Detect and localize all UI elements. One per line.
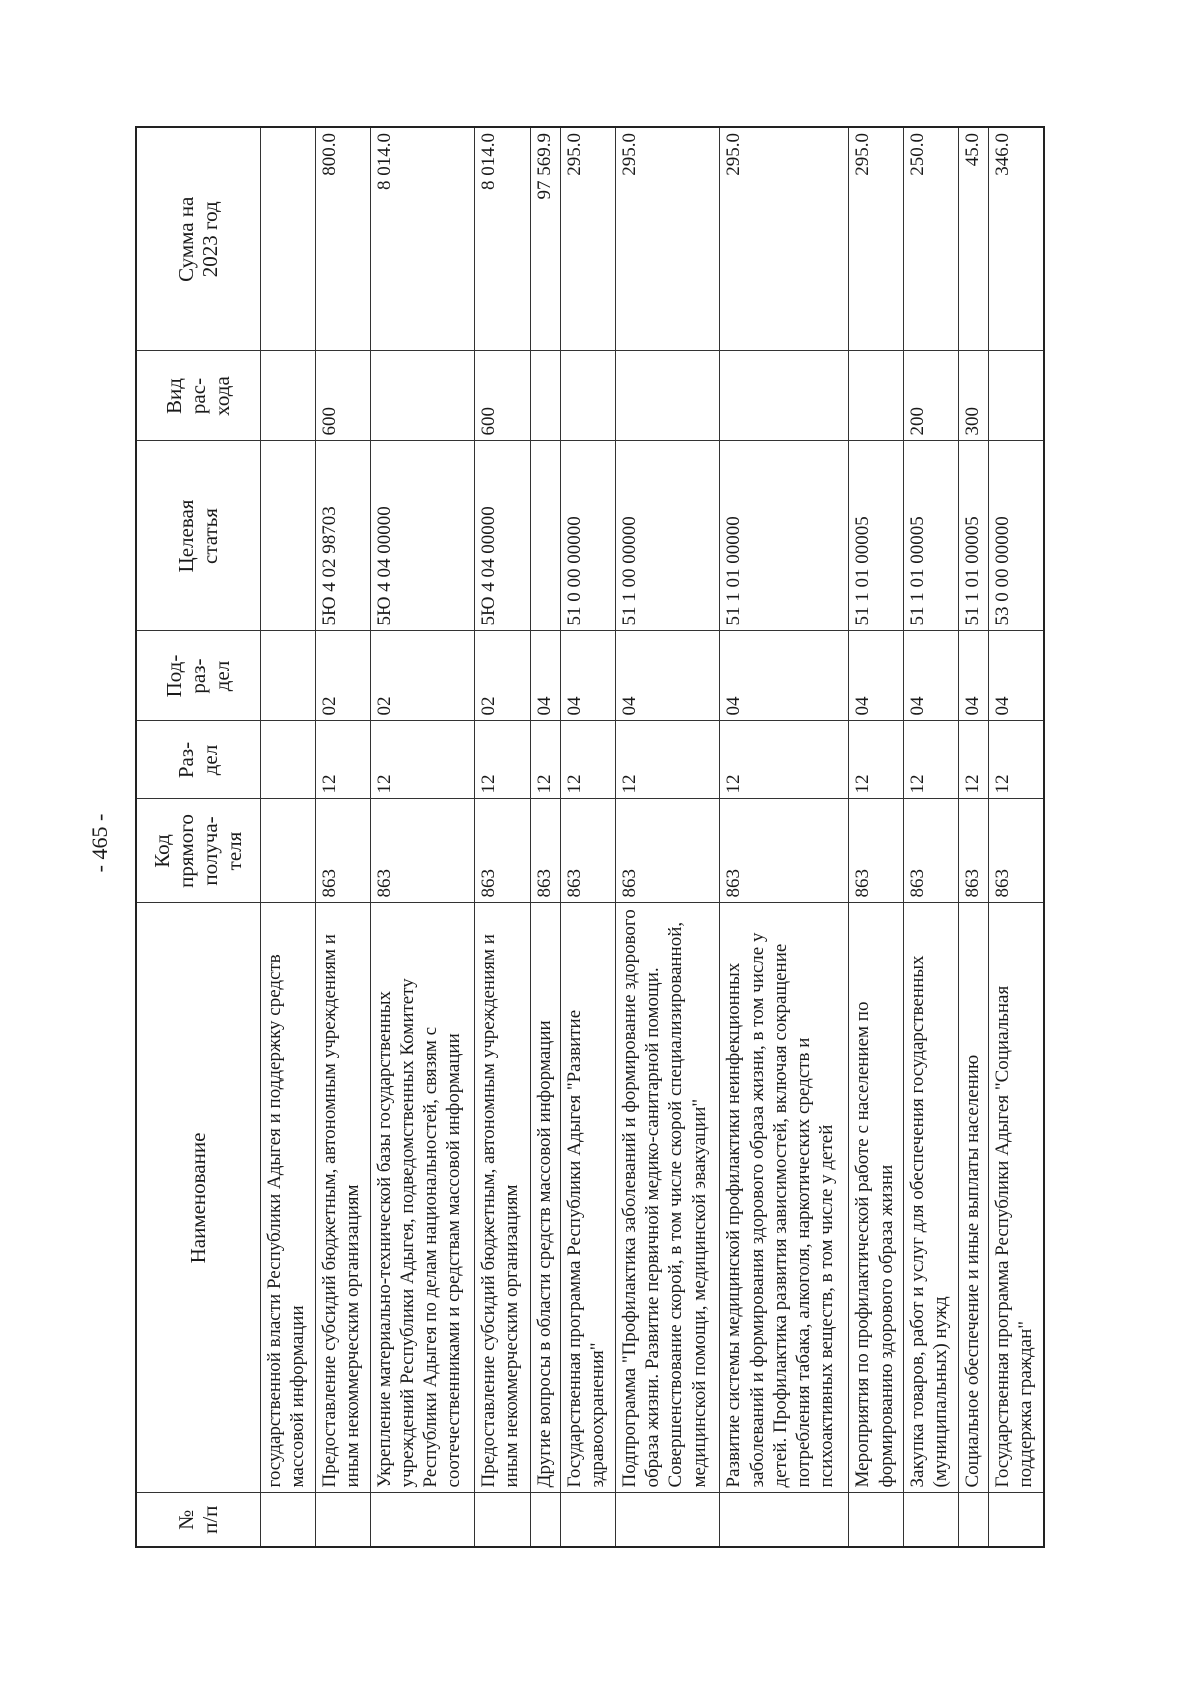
- cell-subsection: 04: [958, 631, 988, 721]
- cell-amount: 45.0: [958, 127, 988, 351]
- cell-name: Закупка товаров, работ и услуг для обеспечения государственных (муниципальных) нужд: [904, 903, 959, 1493]
- cell-recipient: 863: [904, 799, 959, 903]
- cell-expense: [849, 351, 904, 441]
- cell-recipient: 863: [475, 799, 531, 903]
- cell-num: [849, 1493, 904, 1547]
- cell-name: Укрепление материально-технической базы государственных учреждений Республики Адыгея, подведомственных Комитету Республики Адыгея по делам национальностей, связям с соотечественниками и средствам массовой информации: [370, 903, 474, 1493]
- cell-subsection: 02: [370, 631, 474, 721]
- cell-expense: [370, 351, 474, 441]
- table-row: [370, 127, 474, 1547]
- table-row: [316, 127, 371, 1547]
- cell-expense: [989, 351, 1044, 441]
- cell-name: Мероприятия по профилактической работе с населением по формированию здорового образа жизни: [849, 903, 904, 1493]
- cell-section: 12: [616, 721, 720, 799]
- cell-name: Государственная программа Республики Адыгея "Развитие здравоохранения": [560, 903, 616, 1493]
- cell-expense: 200: [904, 351, 959, 441]
- header-subsection: Под- раз- дел: [136, 631, 260, 721]
- page-number: - 465 -: [87, 813, 112, 873]
- cell-num: [904, 1493, 959, 1547]
- cell-section: 12: [958, 721, 988, 799]
- cell-recipient: 863: [316, 799, 371, 903]
- header-section: Раз- дел: [136, 721, 260, 799]
- cell-target: 51 1 00 00000: [616, 441, 720, 631]
- cell-target: 51 1 01 00005: [849, 441, 904, 631]
- cell-amount: 8 014.0: [475, 127, 531, 351]
- budget-table: [135, 126, 1045, 1548]
- header-row: [136, 127, 260, 1547]
- cell-num: [560, 1493, 616, 1547]
- cell-amount: 97 569.9: [530, 127, 560, 351]
- cell-name: Государственная программа Республики Адыгея "Социальная поддержка граждан": [989, 903, 1044, 1493]
- cell-target: 51 1 01 00005: [904, 441, 959, 631]
- cell-subsection: 04: [720, 631, 849, 721]
- table-row: [530, 127, 560, 1547]
- table-body: [260, 127, 1044, 1547]
- cell-subsection: 04: [530, 631, 560, 721]
- cell-amount: 250.0: [904, 127, 959, 351]
- cell-name: Развитие системы медицинской профилактики неинфекционных заболеваний и формирования здорового образа жизни, в том числе у детей. Профилактика развития зависимостей, включая сокращение потребления табака, алкоголя, наркотических средств и психоактивных веществ, в том числе у детей: [720, 903, 849, 1493]
- cell-recipient: 863: [530, 799, 560, 903]
- cell-section: 12: [370, 721, 474, 799]
- cell-num: [720, 1493, 849, 1547]
- table-row: [260, 127, 316, 1547]
- cell-expense: 600: [316, 351, 371, 441]
- cell-amount: 295.0: [720, 127, 849, 351]
- cell-amount: 295.0: [616, 127, 720, 351]
- table-row: [720, 127, 849, 1547]
- cell-recipient: 863: [849, 799, 904, 903]
- cell-amount: 800.0: [316, 127, 371, 351]
- cell-amount: 8 014.0: [370, 127, 474, 351]
- cell-subsection: 04: [904, 631, 959, 721]
- cell-section: 12: [560, 721, 616, 799]
- cell-section: 12: [849, 721, 904, 799]
- cell-name: государственной власти Республики Адыгея и поддержку средств массовой информации: [260, 903, 316, 1493]
- cell-section: 12: [475, 721, 531, 799]
- cell-amount: 295.0: [849, 127, 904, 351]
- cell-num: [260, 1493, 316, 1547]
- cell-recipient: 863: [370, 799, 474, 903]
- cell-recipient: 863: [616, 799, 720, 903]
- cell-name: Другие вопросы в области средств массовой информации: [530, 903, 560, 1493]
- cell-target: [530, 441, 560, 631]
- cell-section: [260, 721, 316, 799]
- cell-amount: 346.0: [989, 127, 1044, 351]
- cell-subsection: 04: [849, 631, 904, 721]
- cell-recipient: 863: [958, 799, 988, 903]
- cell-expense: 600: [475, 351, 531, 441]
- cell-target: 53 0 00 00000: [989, 441, 1044, 631]
- cell-subsection: 02: [316, 631, 371, 721]
- cell-subsection: 04: [616, 631, 720, 721]
- cell-target: [260, 441, 316, 631]
- cell-expense: [560, 351, 616, 441]
- cell-subsection: [260, 631, 316, 721]
- cell-num: [370, 1493, 474, 1547]
- cell-target: 5Ю 4 04 00000: [475, 441, 531, 631]
- cell-section: 12: [904, 721, 959, 799]
- cell-num: [989, 1493, 1044, 1547]
- header-amount: Сумма на 2023 год: [136, 127, 260, 351]
- cell-recipient: 863: [720, 799, 849, 903]
- table-row: [616, 127, 720, 1547]
- cell-expense: [720, 351, 849, 441]
- table-row: [958, 127, 988, 1547]
- table-row: [560, 127, 616, 1547]
- cell-expense: [530, 351, 560, 441]
- cell-section: 12: [989, 721, 1044, 799]
- table-row: [904, 127, 959, 1547]
- cell-expense: [260, 351, 316, 441]
- cell-section: 12: [530, 721, 560, 799]
- header-num: № п/п: [136, 1493, 260, 1547]
- cell-section: 12: [720, 721, 849, 799]
- cell-recipient: 863: [989, 799, 1044, 903]
- rotated-table-wrapper: [135, 128, 1045, 1548]
- table-row: [989, 127, 1044, 1547]
- header-name: Наименование: [136, 903, 260, 1493]
- cell-target: 5Ю 4 04 00000: [370, 441, 474, 631]
- cell-num: [958, 1493, 988, 1547]
- header-expense: Вид рас- хода: [136, 351, 260, 441]
- cell-subsection: 04: [989, 631, 1044, 721]
- cell-recipient: 863: [560, 799, 616, 903]
- table-row: [849, 127, 904, 1547]
- cell-num: [530, 1493, 560, 1547]
- header-recipient: Код прямого получа- теля: [136, 799, 260, 903]
- cell-name: Предоставление субсидий бюджетным, автономным учреждениям и иным некоммерческим организациям: [316, 903, 371, 1493]
- cell-target: 51 1 01 00005: [958, 441, 988, 631]
- cell-subsection: 04: [560, 631, 616, 721]
- cell-amount: 295.0: [560, 127, 616, 351]
- cell-name: Подпрограмма "Профилактика заболеваний и формирование здорового образа жизни. Развитие первичной медико-санитарной помощи. Совершенствование скорой, в том числе скорой специализированной, медицинской помощи, медицинской эвакуации": [616, 903, 720, 1493]
- cell-expense: [616, 351, 720, 441]
- cell-subsection: 02: [475, 631, 531, 721]
- cell-num: [475, 1493, 531, 1547]
- cell-expense: 300: [958, 351, 988, 441]
- cell-num: [616, 1493, 720, 1547]
- cell-amount: [260, 127, 316, 351]
- cell-name: Социальное обеспечение и иные выплаты населению: [958, 903, 988, 1493]
- cell-target: 51 1 01 00000: [720, 441, 849, 631]
- cell-section: 12: [316, 721, 371, 799]
- table-row: [475, 127, 531, 1547]
- cell-recipient: [260, 799, 316, 903]
- cell-name: Предоставление субсидий бюджетным, автономным учреждениям и иным некоммерческим организациям: [475, 903, 531, 1493]
- header-target: Целевая статья: [136, 441, 260, 631]
- cell-target: 51 0 00 00000: [560, 441, 616, 631]
- cell-num: [316, 1493, 371, 1547]
- cell-target: 5Ю 4 02 98703: [316, 441, 371, 631]
